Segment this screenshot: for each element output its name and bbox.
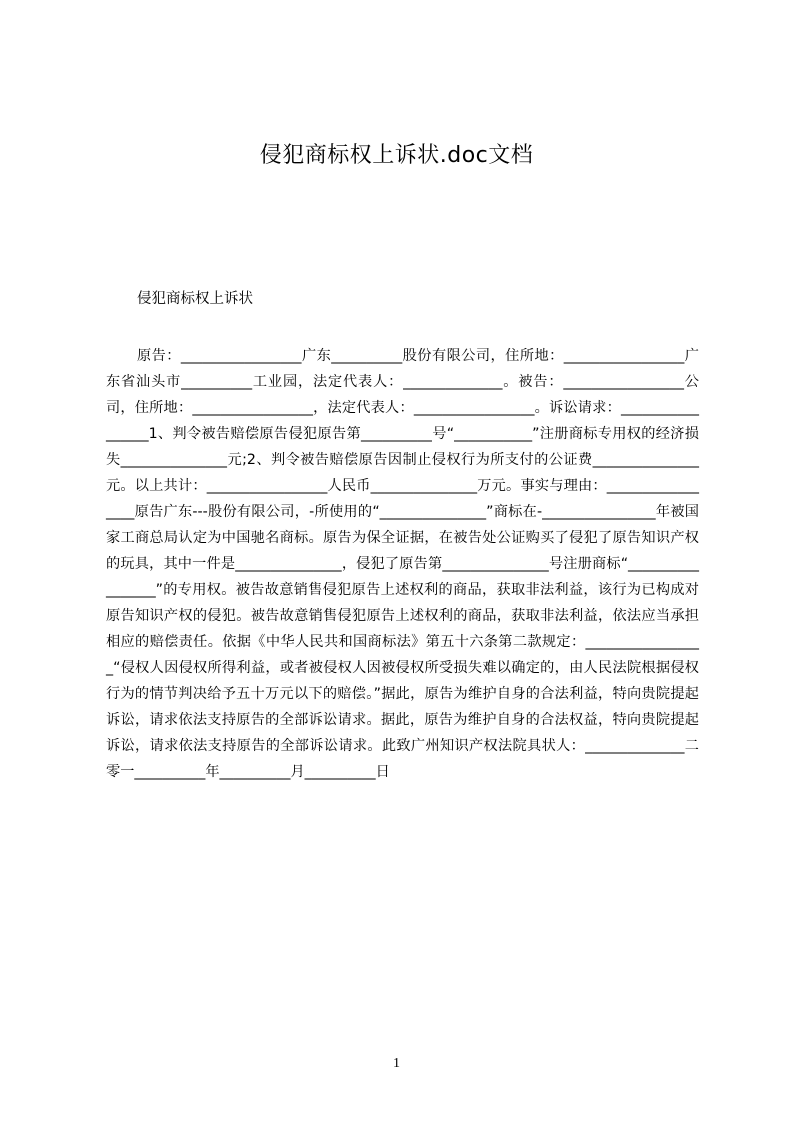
document-heading: 侵犯商标权上诉状: [137, 291, 253, 307]
document-body-paragraph: 原告：_________________广东__________股份有限公司，住所地：_________________广东省汕头市__________工业园，法定代表人：______________。被告：_________________公司，住所地：_________________，法定代表人：_________________。诉讼请求：_________________1、判令被告赔偿原告侵犯原告第__________号“___________”注册商标专用权的经济损失_______________元;2、判令被告赔偿原告因制止侵权行为所支付的公证费_______________元。以上共计：_________________人民币_______________万元。事实与理由：_________________原告广东---股份有限公司，-所使用的“_______________”商标在-________________年被国家工商总局认定为中国驰名商标。原告为保全证据，在被告处公证购买了侵犯了原告知识产权的玩具，其中一件是_______________，侵犯了原告第_______________号注册商标“_________________”的专用权。被告故意销售侵犯原告上述权利的商品，获取非法利益，该行为已构成对原告知识产权的侵犯。被告故意销售侵犯原告上述权利的商品，获取非法利益，依法应当承担相应的赔偿责任。依据《中华人民共和国商标法》第五十六条第二款规定：_________________“侵权人因侵权所得利益，或者被侵权人因被侵权所受损失难以确定的，由人民法院根据侵权行为的情节判决给予五十万元以下的赔偿。”据此，原告为维护自身的合法利益，特向贵院提起诉讼，请求依法支持原告的全部诉讼请求。据此，原告为维护自身的合法权益，特向贵院提起诉讼，请求依法支持原告的全部诉讼请求。此致广州知识产权法院具状人：______________二零一__________年__________月__________日: [106, 348, 699, 780]
document-title: 侵犯商标权上诉状.doc文档: [259, 143, 534, 168]
page-number: 1: [393, 1056, 400, 1071]
